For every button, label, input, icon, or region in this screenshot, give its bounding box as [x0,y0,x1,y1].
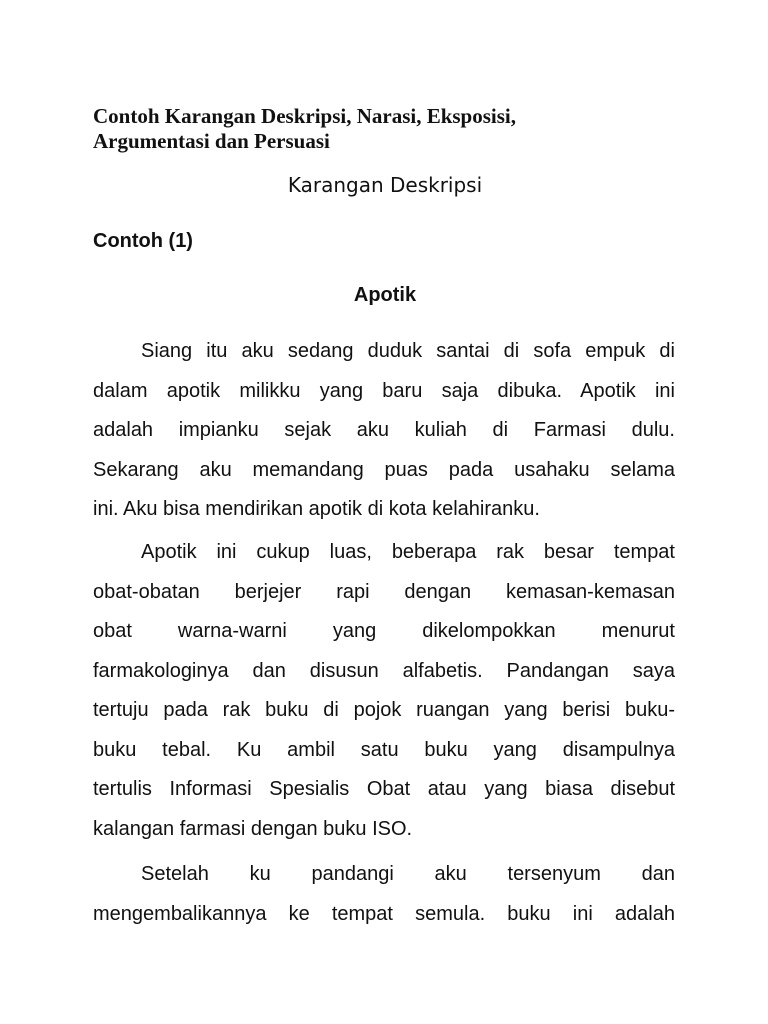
paragraph-line: obat-obatan berjejer rapi dengan kemasan-kemasan [93,580,675,603]
example-label: Contoh (1) [93,230,193,252]
paragraph-line: buku tebal. Ku ambil satu buku yang disampulnya [93,738,675,761]
paragraph-1 [93,332,675,530]
paragraph-line: Siang itu aku sedang duduk santai di sofa empuk di [141,340,675,362]
paragraph-line: adalah impianku sejak aku kuliah di Farmasi dulu. [93,419,675,441]
paragraph-line: kalangan farmasi dengan buku ISO. [93,817,413,840]
story-title: Apotik [353,284,417,306]
paragraph-2 [93,533,675,849]
paragraph-line: obat warna-warni yang dikelompokkan menurut [93,620,675,642]
paragraph-line: tertulis Informasi Spesialis Obat atau yang biasa disebut [93,778,675,800]
paragraph-line: tertuju pada rak buku di pojok ruangan yang berisi buku- [93,699,675,721]
paragraph-line: Sekarang aku memandang puas pada usahaku selama [93,458,675,481]
paragraph-line: Apotik ini cukup luas, beberapa rak besar tempat [141,541,675,563]
paragraph-line: dalam apotik milikku yang baru saja dibuka. Apotik ini [93,379,675,402]
document-title-line-2: Argumentasi dan Persuasi [93,129,330,153]
paragraph-line: Setelah ku pandangi aku tersenyum dan [141,863,675,885]
document-title-line-1: Contoh Karangan Deskripsi, Narasi, Eksposisi, [93,104,517,128]
paragraph-line: mengembalikannya ke tempat semula. buku ini adalah [93,902,675,925]
paragraph-line: ini. Aku bisa mendirikan apotik di kota kelahiranku. [93,498,540,520]
section-heading: Karangan Deskripsi [287,173,483,197]
paragraph-3 [93,855,675,934]
document-title [93,104,653,154]
paragraph-line: farmakologinya dan disusun alfabetis. Pandangan saya [93,659,675,682]
